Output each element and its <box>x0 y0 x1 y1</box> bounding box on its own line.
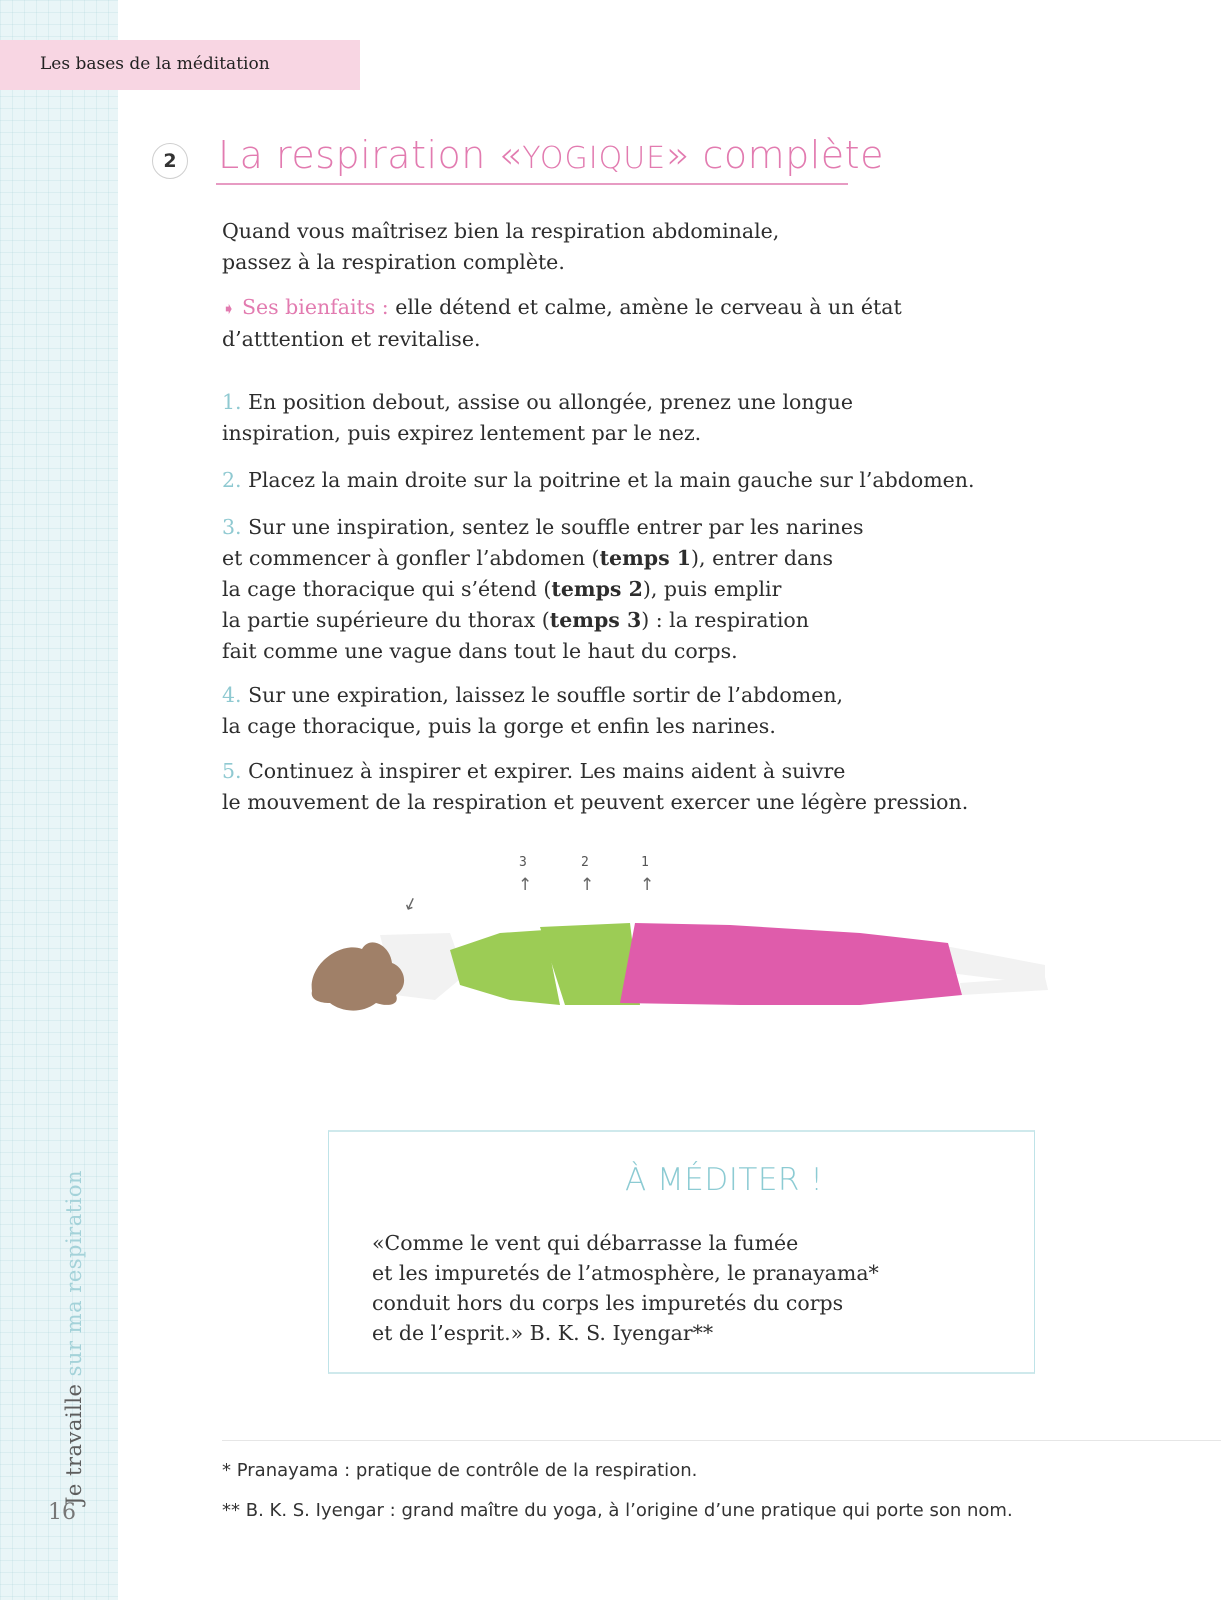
pants <box>620 923 962 1005</box>
figure-label-1: 1 <box>641 855 649 870</box>
title-underline <box>216 183 848 185</box>
benefits-text: elle détend et calme, amène le cerveau à un état <box>388 295 902 319</box>
step-text: fait comme une vague dans tout le haut du corps. <box>222 639 738 663</box>
step-emphasis: temps 3 <box>549 608 642 632</box>
step-text: et commencer à gonfler l’abdomen ( <box>222 546 600 570</box>
footnote-divider <box>222 1440 1221 1441</box>
step-text: la cage thoracique qui s’étend ( <box>222 577 552 601</box>
arrow-down-icon: ↓ <box>399 892 421 918</box>
person-lying-drawing <box>300 855 1100 1075</box>
side-label-part2: sur ma respiration <box>62 1169 86 1377</box>
step-number: 3. <box>222 515 242 539</box>
step-number: 1. <box>222 390 242 414</box>
benefits-paragraph <box>222 292 902 355</box>
step-text: inspiration, puis expirez lentement par le nez. <box>222 421 702 445</box>
step-2 <box>222 465 975 496</box>
intro-line: Quand vous maîtrisez bien la respiration abdominale, <box>222 219 780 243</box>
step-text: le mouvement de la respiration et peuvent exercer une légère pression. <box>222 790 969 814</box>
section-number-badge: 2 <box>152 143 188 179</box>
step-text: la partie supérieure du thorax ( <box>222 608 550 632</box>
step-text: ), entrer dans <box>691 546 833 570</box>
step-text: Placez la main droite sur la poitrine et la main gauche sur l’abdomen. <box>241 468 975 492</box>
benefits-text: d’atttention et revitalise. <box>222 327 481 351</box>
arrow-right-icon: ➧ <box>222 299 236 318</box>
arrow-up-icon: ↑ <box>518 875 533 895</box>
step-text: la cage thoracique, puis la gorge et enfin les narines. <box>222 714 776 738</box>
section-title <box>218 133 884 177</box>
step-text: ), puis emplir <box>642 577 782 601</box>
page-number: 16 <box>48 1500 76 1525</box>
section-title-part2: » complète <box>666 133 884 177</box>
arrow-up-icon: ↑ <box>580 875 595 895</box>
step-text: Sur une expiration, laissez le souffle sortir de l’abdomen, <box>241 683 844 707</box>
breathing-illustration <box>300 855 1100 1075</box>
step-1 <box>222 387 853 449</box>
chapter-side-label <box>62 1170 86 1505</box>
step-4 <box>222 680 843 742</box>
step-text: Sur une inspiration, sentez le souffle entrer par les narines <box>241 515 864 539</box>
sidebar-strip <box>0 0 118 1600</box>
step-3 <box>222 512 863 667</box>
intro-paragraph <box>222 216 779 278</box>
section-title-caps: YOGIQUE <box>522 141 667 176</box>
intro-line: passez à la respiration complète. <box>222 250 565 274</box>
footnote-2: ** B. K. S. Iyengar : grand maître du yoga, à l’origine d’une pratique qui porte son nom. <box>222 1500 1013 1521</box>
shirt <box>450 930 560 1005</box>
arrow-up-icon: ↑ <box>640 875 655 895</box>
step-number: 5. <box>222 759 242 783</box>
quote-title: À MÉDITER ! <box>625 1162 824 1198</box>
section-title-part1: La respiration « <box>218 133 523 177</box>
step-emphasis: temps 2 <box>551 577 643 601</box>
quote-text: «Comme le vent qui débarrasse la fumée et les impuretés de l’atmosphère, le pranayama* conduit hors du corps les impuretés du corps et de l’esprit.» B. K. S. Iyengar** <box>372 1231 879 1345</box>
step-text: En position debout, assise ou allongée, prenez une longue <box>241 390 854 414</box>
step-number: 2. <box>222 468 242 492</box>
step-5 <box>222 756 968 818</box>
step-text: Continuez à inspirer et expirer. Les mains aident à suivre <box>241 759 846 783</box>
footnote-1: * Pranayama : pratique de contrôle de la respiration. <box>222 1460 698 1481</box>
step-number: 4. <box>222 683 242 707</box>
step-text: ) : la respiration <box>641 608 809 632</box>
step-emphasis: temps 1 <box>599 546 692 570</box>
side-label-part1: Je travaille <box>62 1376 86 1505</box>
figure-label-2: 2 <box>581 855 589 870</box>
running-title: Les bases de la méditation <box>40 54 270 74</box>
benefits-label: Ses bienfaits : <box>241 295 389 319</box>
figure-label-3: 3 <box>519 855 527 870</box>
